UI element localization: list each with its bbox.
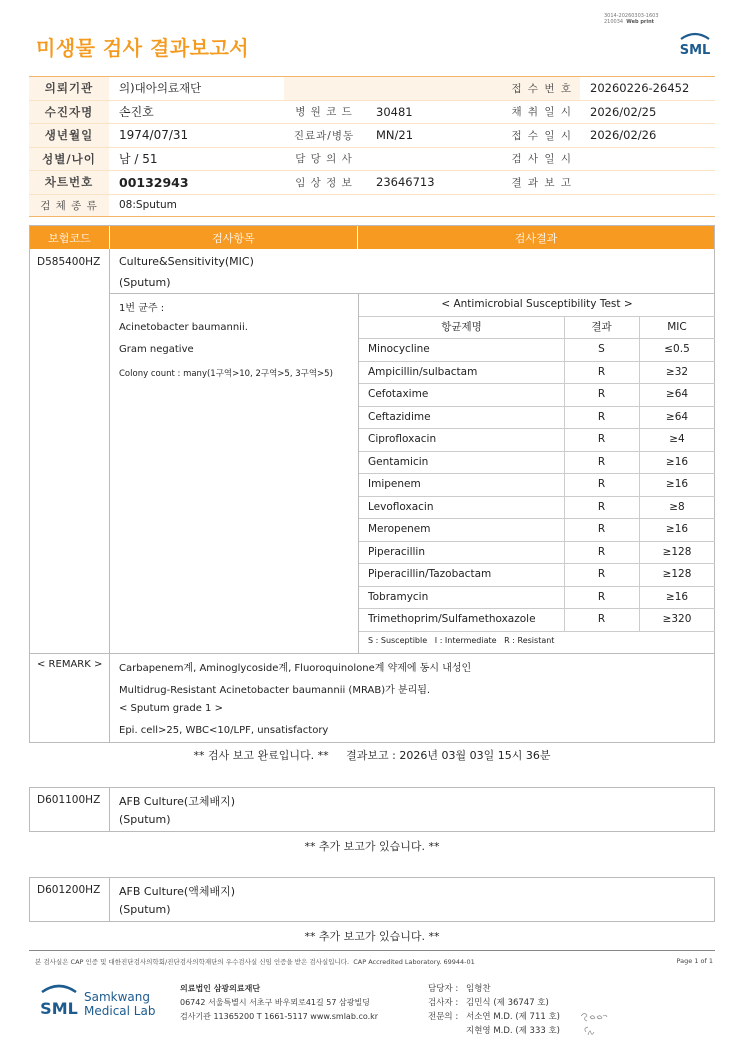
info-label	[284, 195, 364, 216]
staff-row	[428, 996, 560, 1010]
info-value: 2026/02/26	[590, 128, 657, 143]
ast-result: R	[597, 523, 606, 536]
signature-icon	[578, 1008, 610, 1040]
ast-result: R	[597, 568, 606, 581]
staff-role: 전문의 :	[428, 1012, 459, 1022]
info-value: 1974/07/31	[119, 128, 189, 143]
ast-drug: Piperacillin/Tazobactam	[368, 568, 492, 581]
results-header	[30, 226, 714, 249]
extra-test-code: D601200HZ	[37, 884, 101, 896]
sml-logo-icon	[676, 30, 714, 60]
staff-name: 김민식 (제 36747 호)	[466, 998, 549, 1008]
extra-test-specimen: (Sputum)	[119, 903, 171, 916]
ast-header-mic: MIC	[667, 320, 687, 333]
info-label: 수진자명	[29, 101, 109, 124]
staff-row	[428, 1010, 560, 1024]
info-value: MN/21	[376, 128, 414, 143]
extra-test-name: AFB Culture(고체배지)	[119, 795, 236, 808]
cert-text: 본 검사실은 CAP 인증 및 대한진단검사의학회/진단검사의학재단의 우수검사실 신임 인증을 받은 검사실입니다. CAP Accredited Laboratory. 69944-01	[35, 958, 475, 966]
ast-mic: ≥16	[665, 455, 689, 468]
info-value: 00132943	[119, 174, 189, 190]
ast-result: R	[597, 500, 606, 513]
info-label: 임 상 정 보	[284, 171, 364, 194]
ast-title: < Antimicrobial Susceptibility Test >	[441, 298, 633, 311]
ast-header-drug: 항균제명	[441, 321, 482, 334]
info-label: 병 원 코 드	[284, 101, 364, 124]
extra-test-specimen: (Sputum)	[119, 813, 171, 826]
info-label: 생년월일	[29, 124, 109, 147]
remark-line: Epi. cell>25, WBC<10/LPF, unsatisfactory	[119, 725, 329, 736]
staff-name: 지현영 M.D. (제 333 호)	[466, 1026, 561, 1036]
info-label	[504, 195, 580, 216]
remark-label: < REMARK >	[37, 659, 103, 670]
ast-header-result: 결과	[591, 321, 612, 334]
info-row	[29, 148, 715, 172]
print-code2: 210034	[604, 19, 624, 25]
info-row	[29, 101, 715, 125]
brand-name	[84, 990, 155, 1018]
col-test-item: 검사항목	[110, 226, 358, 249]
ast-drug: Minocycline	[368, 343, 430, 356]
ast-drug: Cefotaxime	[368, 388, 429, 401]
ast-result: R	[597, 613, 606, 626]
ast-mic: ≥32	[665, 365, 689, 378]
remark-line: Carbapenem계, Aminoglycoside계, Fluoroquinolone계 약제에 동시 내성인	[119, 663, 472, 674]
isolate-label: 1번 균주 :	[119, 303, 165, 314]
print-code: 3014-20260303-1603	[604, 13, 659, 19]
ast-drug: Ceftazidime	[368, 410, 431, 423]
test-specimen: (Sputum)	[119, 276, 171, 289]
ast-mic: ≥128	[662, 545, 692, 558]
ast-mic: ≥8	[669, 500, 685, 513]
print-type: Web print	[626, 19, 655, 25]
ast-mic: ≥16	[665, 590, 689, 603]
info-label: 진료과/병동	[284, 124, 364, 147]
info-row	[29, 124, 715, 148]
test-code: D585400HZ	[37, 256, 101, 268]
ast-table	[359, 293, 715, 653]
ast-mic: ≤0.5	[664, 343, 690, 356]
ast-drug: Ciprofloxacin	[368, 433, 437, 446]
ast-drug: Meropenem	[368, 523, 431, 536]
info-value: 남 / 51	[119, 152, 158, 167]
sml-footer-logo-icon	[36, 980, 82, 1022]
ast-result: R	[597, 410, 606, 423]
info-label: 담 당 의 사	[284, 148, 364, 171]
colony-count: Colony count : many(1구역>10, 2구역>5, 3구역>5)	[119, 369, 333, 379]
info-value: 20260226-26452	[590, 81, 690, 96]
ast-drug: Trimethoprim/Sulfamethoxazole	[368, 613, 536, 626]
staff-name: 서소연 M.D. (제 711 호)	[466, 1012, 561, 1022]
ast-mic: ≥16	[665, 478, 689, 491]
info-value: 08:Sputum	[119, 199, 177, 211]
org-info	[180, 982, 378, 1024]
staff-row	[428, 1024, 560, 1038]
brand-name-line2: Medical Lab	[84, 1004, 156, 1018]
info-label	[284, 77, 364, 100]
report-title: 미생물 검사 결과보고서	[36, 36, 250, 60]
info-value: 30481	[376, 104, 413, 119]
logo-text: SML	[679, 43, 711, 58]
info-value: 23646713	[376, 175, 435, 190]
print-info	[604, 13, 659, 25]
col-insurance-code: 보험코드	[30, 226, 110, 249]
ast-drug: Piperacillin	[368, 545, 425, 558]
info-row	[29, 171, 715, 195]
info-value: 의)대아의료재단	[119, 81, 202, 96]
info-value: 손진호	[119, 105, 154, 120]
ast-mic: ≥128	[662, 568, 692, 581]
info-label: 채 취 일 시	[504, 101, 580, 124]
patient-info-table	[29, 76, 715, 217]
info-value	[580, 148, 715, 171]
ast-mic: ≥64	[665, 388, 689, 401]
info-value	[364, 148, 504, 171]
test-item-name: Culture&Sensitivity(MIC)	[119, 255, 254, 268]
ast-drug: Ampicillin/sulbactam	[368, 365, 478, 378]
org-contact: 검사기관 11365200 T 1661-5117 www.smlab.co.kr	[180, 1012, 379, 1021]
staff-role: 검사자 :	[428, 998, 459, 1008]
org-name: 의료법인 삼광의료재단	[180, 984, 261, 993]
info-value	[364, 195, 504, 216]
info-row	[29, 195, 715, 217]
brand-name-line1: Samkwang	[84, 990, 150, 1004]
col-test-result: 검사결과	[514, 231, 558, 245]
ast-mic: ≥4	[669, 433, 685, 446]
info-value: 2026/02/25	[590, 104, 657, 119]
info-value	[364, 77, 504, 100]
results-table	[29, 225, 715, 743]
info-row	[29, 77, 715, 101]
staff-name: 임형찬	[466, 984, 491, 994]
staff-role: 담당자 :	[428, 984, 459, 994]
ast-result: S	[598, 343, 605, 356]
info-label: 검 사 일 시	[504, 148, 580, 171]
ast-result: R	[597, 388, 606, 401]
ast-mic: ≥16	[665, 523, 689, 536]
ast-drug: Tobramycin	[368, 590, 429, 603]
info-label: 의뢰기관	[29, 77, 109, 100]
info-label: 차트번호	[29, 171, 109, 194]
extra-test-code: D601100HZ	[37, 794, 101, 806]
info-value	[580, 195, 715, 216]
ast-drug: Levofloxacin	[368, 500, 434, 513]
info-value	[580, 171, 715, 194]
info-label: 접 수 일 시	[504, 124, 580, 147]
ast-result: R	[597, 545, 606, 558]
ast-result: R	[597, 365, 606, 378]
ast-result: R	[597, 455, 606, 468]
ast-legend: S : Susceptible I : Intermediate R : Resistant	[368, 636, 555, 645]
org-address: 06742 서울특별시 서초구 바우뫼로41길 57 삼광빌딩	[180, 998, 370, 1007]
info-label: 결 과 보 고	[504, 171, 580, 194]
ast-drug: Gentamicin	[368, 455, 429, 468]
info-label: 성별/나이	[29, 148, 109, 171]
organism-name: Acinetobacter baumannii.	[119, 322, 248, 333]
ast-drug: Imipenem	[368, 478, 421, 491]
extra-test-block	[29, 877, 715, 922]
page-number: Page 1 of 1	[676, 957, 713, 965]
remark-line: < Sputum grade 1 >	[119, 703, 223, 714]
staff-list	[428, 982, 560, 1038]
info-label: 접 수 번 호	[504, 77, 580, 100]
completion-note: ** 검사 보고 완료입니다. ** 결과보고 : 2026년 03월 03일 15시 36분	[193, 749, 551, 762]
footer-logo-text: SML	[40, 999, 78, 1018]
ast-result: R	[597, 433, 606, 446]
extra-test-note: ** 추가 보고가 있습니다. **	[304, 930, 440, 943]
extra-test-name: AFB Culture(액체배지)	[119, 885, 236, 898]
ast-mic: ≥320	[662, 613, 692, 626]
extra-test-note: ** 추가 보고가 있습니다. **	[304, 840, 440, 853]
staff-row	[428, 982, 560, 996]
info-label: 검 체 종 류	[29, 195, 109, 216]
ast-result: R	[597, 590, 606, 603]
gram-stain: Gram negative	[119, 344, 194, 355]
ast-result: R	[597, 478, 606, 491]
remark-line: Multidrug-Resistant Acinetobacter baumannii (MRAB)가 분리됨.	[119, 685, 431, 696]
extra-test-block	[29, 787, 715, 832]
ast-mic: ≥64	[665, 410, 689, 423]
